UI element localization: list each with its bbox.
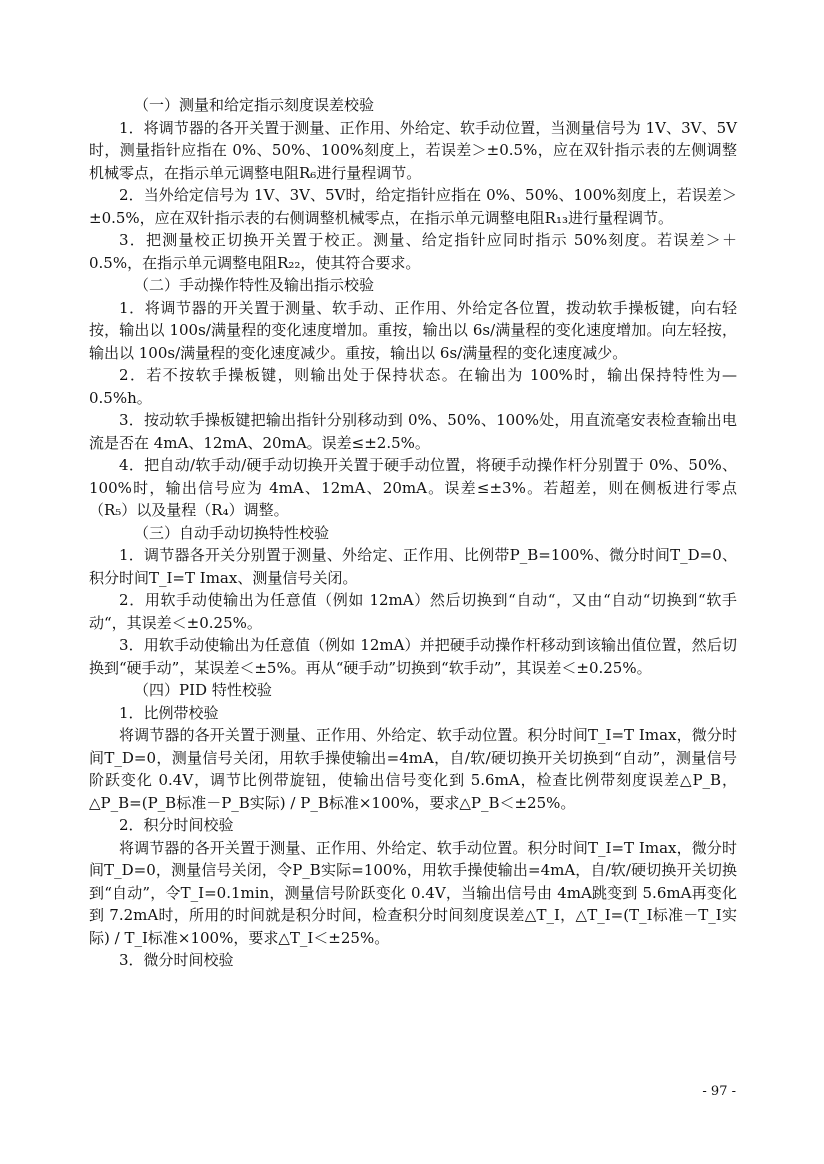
document-page bbox=[89, 94, 737, 972]
paragraph: 3．按动软手操板键把输出指针分别移动到 0%、50%、100%处，用直流毫安表检查输出电流是否在 4mA、12mA、20mA。误差≤±2.5%。 bbox=[89, 411, 737, 452]
paragraph: 3．用软手动使输出为任意值（例如 12mA）并把硬手动操作杆移动到该输出值位置，然后切换到“硬手动”，某误差＜±5%。再从“硬手动”切换到“软手动”，其误差＜±0.25%。 bbox=[89, 636, 737, 677]
paragraph: 4．把自动/软手动/硬手动切换开关置于硬手动位置，将硬手动操作杆分别置于 0%、50%、100%时，输出信号应为 4mA、12mA、20mA。误差≤±3%。若超差，则在侧板进行零点（R₅）以及量程（R₄）调整。 bbox=[89, 456, 737, 519]
subsection-heading: 1．比例带校验 bbox=[119, 703, 219, 722]
subsection-heading: 2．积分时间校验 bbox=[119, 816, 234, 834]
section-heading-4: （四）PID 特性校验 bbox=[134, 681, 272, 699]
paragraph: 1．调节器各开关分别置于测量、外给定、正作用、比例带P_B=100%、微分时间T_D=0、积分时间T_I=T Imax、测量信号关闭。 bbox=[89, 546, 737, 587]
section-heading-1: （一）测量和给定指示刻度误差校验 bbox=[134, 96, 375, 114]
paragraph: 2．当外给定信号为 1V、3V、5V时，给定指针应指在 0%、50%、100%刻度上，若误差＞±0.5%，应在双针指示表的右侧调整机械零点，在指示单元调整电阻R₁₃进行量程调节。 bbox=[89, 186, 737, 227]
paragraph: 3．把测量校正切换开关置于校正。测量、给定指针应同时指示 50%刻度。若误差＞＋0.5%，在指示单元调整电阻R₂₂，使其符合要求。 bbox=[89, 231, 737, 272]
paragraph: 1．将调节器的各开关置于测量、正作用、外给定、软手动位置，当测量信号为 1V、3V、5V时，测量指针应指在 0%、50%、100%刻度上，若误差＞±0.5%，应在双针指示表的左侧调整机械零点，在指示单元调整电阻R₆进行量程调节。 bbox=[89, 118, 737, 182]
paragraph: 将调节器的各开关置于测量、正作用、外给定、软手动位置。积分时间T_I=T Imax，微分时间T_D=0，测量信号关闭，令P_B实际=100%，用软手操使输出=4mA，自/软/硬切换开关切换到“自动”，令T_I=0.1min，测量信号阶跃变化 0.4V，当输出信号由 4mA跳变到 5.6mA再变化到 7.2mA时，所用的时间就是积分时间，检查积分时间刻度误差△T_I，△T_I=(T_I标准－T_I实际) / T_I标准×100%，要求△T_I＜±25%。 bbox=[89, 838, 737, 947]
section-heading-3: （三）自动手动切换特性校验 bbox=[134, 523, 330, 542]
subsection-heading: 3．微分时间校验 bbox=[119, 951, 234, 969]
page-number: - 97 - bbox=[702, 1084, 736, 1099]
paragraph: 1．将调节器的开关置于测量、软手动、正作用、外给定各位置，拨动软手操板键，向右轻按，输出以 100s/满量程的变化速度增加。重按，输出以 6s/满量程的变化速度增加。向左轻按，输出以 100s/满量程的变化速度减少。重按，输出以 6s/满量程的变化速度减少。 bbox=[89, 298, 737, 362]
paragraph: 2．若不按软手操板键，则输出处于保持状态。在输出为 100%时，输出保持特性为—0.5%h。 bbox=[89, 366, 737, 407]
section-heading-2: （二）手动操作特性及输出指示校验 bbox=[134, 276, 375, 294]
paragraph: 2．用软手动使输出为任意值（例如 12mA）然后切换到“自动“，又由“自动“切换到“软手动“，其误差＜±0.25%。 bbox=[89, 591, 737, 632]
paragraph: 将调节器的各开关置于测量、正作用、外给定、软手动位置。积分时间T_I=T Imax，微分时间T_D=0，测量信号关闭，用软手操使输出=4mA，自/软/硬切换开关切换到“自动”，测量信号阶跃变化 0.4V，调节比例带旋钮，使输出信号变化到 5.6mA，检查比例带刻度误差△P_B，△P_B=(P_B标准－P_B实际) / P_B标准×100%，要求△P_B＜±25%。 bbox=[89, 726, 737, 812]
